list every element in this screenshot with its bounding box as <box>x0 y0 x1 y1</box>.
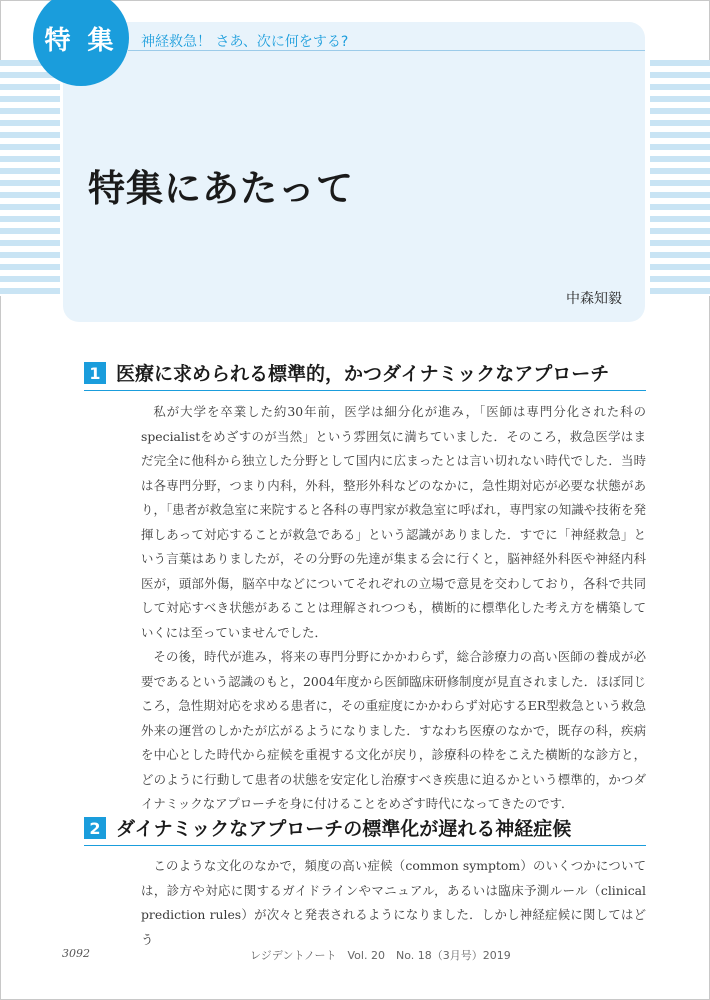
section-1-heading <box>84 358 646 391</box>
section-1-body <box>141 400 646 817</box>
section-title: 医療に求められる標準的，かつダイナミックなアプローチ <box>116 363 610 385</box>
section-2-heading <box>84 813 646 846</box>
section-number: 2 <box>84 817 106 839</box>
paragraph: このような文化のなかで，頻度の高い症候（common symptom）のいくつかについては，診方や対応に関するガイドラインやマニュアル，あるいは臨床予測ルール（clinical prediction rules）が次々と発表されるようになりました．しかし神経症候に関してはどう <box>141 858 646 947</box>
journal-footer: レジデントノート Vol. 20 No. 18（3月号）2019 <box>250 949 511 962</box>
paragraph: その後，時代が進み，将来の専門分野にかかわらず，総合診療力の高い医師の養成が必要であるという認識のもと，2004年度から医師臨床研修制度が見直されました．ほぼ同じころ，急性期対応を求める患者に，その重症度にかかわらず対応するER型救急という救急外来の運営のしかたが広がるようになりました．すなわち医療のなかで，既存の科，疾病を中心とした時代から症候を重視する文化が戻り，診療科の枠をこえた横断的な診方と，どのように行動して患者の状態を安定化し治療すべき疾患に迫るかという標準的，かつダイナミックなアプローチを身に付けることをめざす時代になってきたのです． <box>141 649 646 811</box>
article-title: 特集にあたって <box>88 167 354 210</box>
decorative-stripes-left <box>0 60 60 296</box>
feature-kicker: 神経救急！ さあ、次に何をする? <box>141 34 349 50</box>
section-number: 1 <box>84 362 106 384</box>
article-author: 中森知毅 <box>566 291 622 307</box>
section-2-body <box>141 854 646 952</box>
page-number: 3092 <box>62 947 90 960</box>
section-title: ダイナミックなアプローチの標準化が遅れる神経症候 <box>116 818 572 840</box>
paragraph: 私が大学を卒業した約30年前，医学は細分化が進み，「医師は専門分化された科のspecialistをめざすのが当然」という雰囲気に満ちていました．そのころ，救急医学はまだ完全に他科から独立した分野として国内に広まったとは言い切れない時代でした．当時は各専門分野，つまり内科，外科，整形外科などのなかに，急性期対応が必要な状態があり，「患者が救急室に来院すると各科の専門家が救急室に呼ばれ，専門家の知識や技術を発揮しあって対応することが救急である」という認識がありました．すでに「神経救急」という言葉はありましたが，その分野の先達が集まる会に行くと，脳神経外科医や神経内科医が，頭部外傷，脳卒中などについてそれぞれの立場で意見を交わしており，各科で共同して対応すべき状態があることは理解されつつも，横断的に標準化した考え方を構築していくには至っていませんでした． <box>141 404 646 640</box>
decorative-stripes-right <box>650 60 710 296</box>
feature-badge: 特 集 <box>33 0 129 86</box>
